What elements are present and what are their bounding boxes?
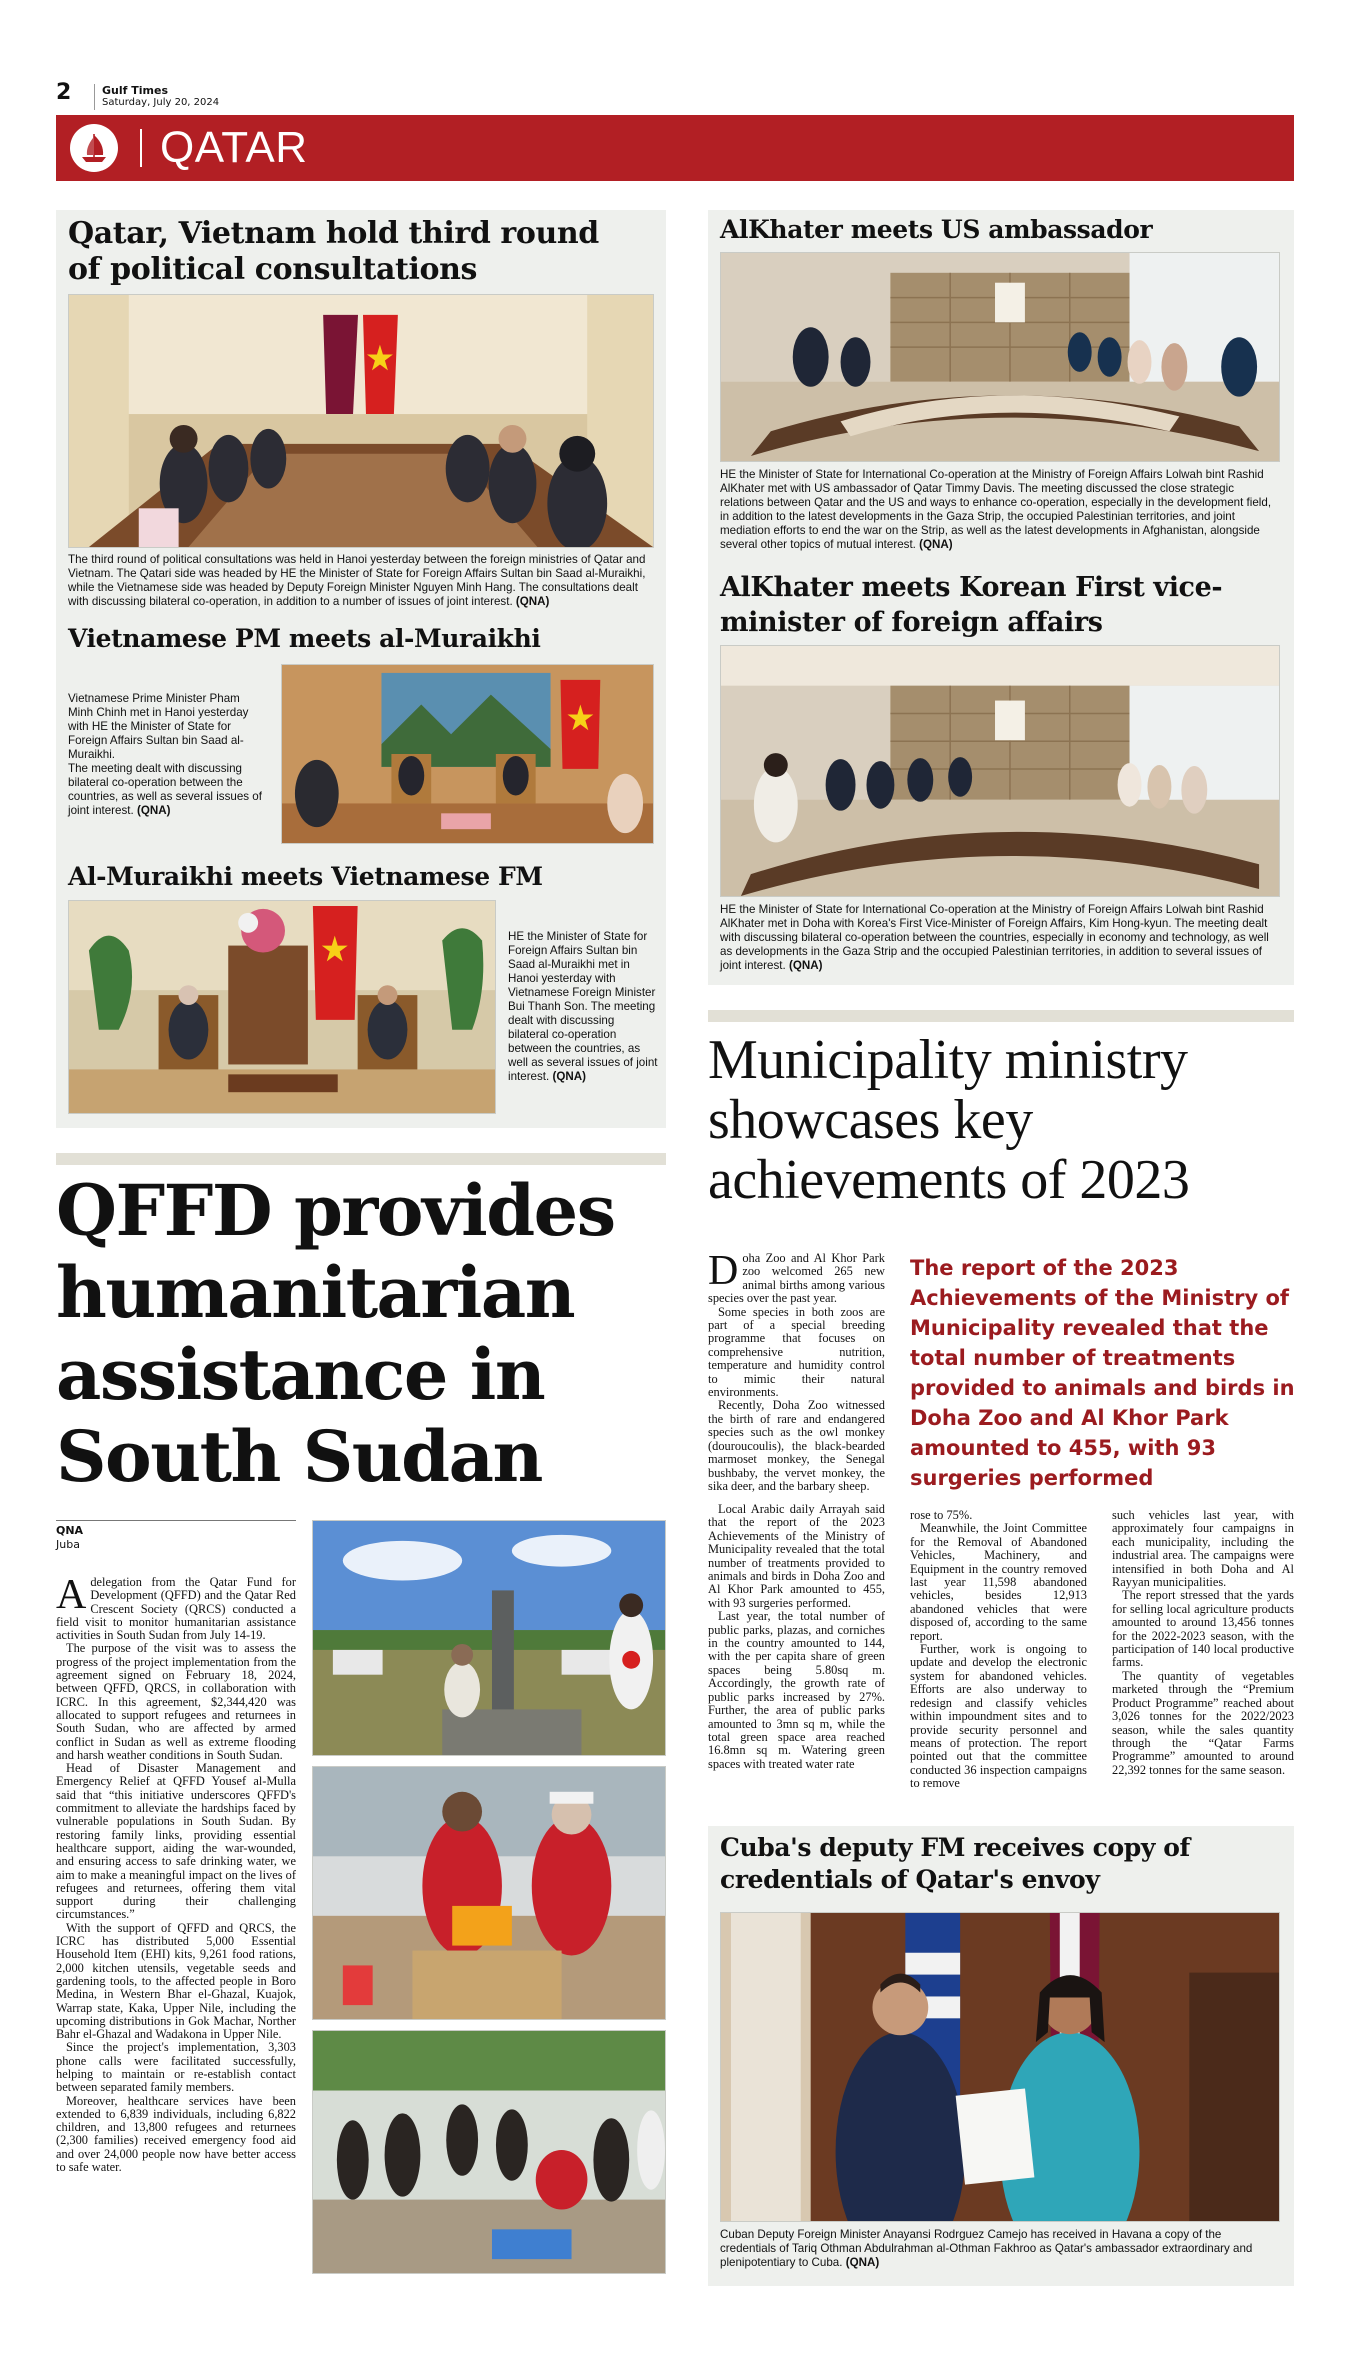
qffd-distribution-photo bbox=[312, 1766, 666, 2020]
vietnam-consultations-photo bbox=[68, 294, 654, 548]
municipality-col3-para-2: Meanwhile, the Joint Committee for the Removal of Abandoned Vehicles, Machinery, and Equipment in the country removed last year 11,598 abandoned vehicles, besides 12,913 abandoned vehicles that were disposed of, according to the same report. bbox=[910, 1521, 1087, 1643]
municipality-col3-para-1: rose to 75%. bbox=[910, 1508, 973, 1522]
pm-caption-text-2: The meeting dealt with discussing bilateral co-operation between the countries, as well as several issues of joint interest. bbox=[68, 762, 262, 817]
qffd-dateline: Juba bbox=[56, 1538, 80, 1551]
municipality-col2-para-2: Last year, the total number of public parks, plazas, and corniches in the country amounted to 144, with the per capita share of green spaces being 5.80sq m. Accordingly, the growth rate of public parks increased by 27%. Further, the area of public parks amounted to 3mn sq m, while the total green space area reached 16.8mn sq m. Watering green spaces with treated water rate bbox=[708, 1609, 885, 1771]
municipality-col1-para-2: Some species in both zoos are part of a special breeding programme that focuses on comprehensive nutrition, temperature and humidity control to mimic their natural environments. bbox=[708, 1304, 885, 1400]
fm-caption-credit: (QNA) bbox=[552, 1070, 586, 1083]
cuba-caption bbox=[720, 2228, 1280, 2270]
cuba-caption-text: Cuban Deputy Foreign Minister Anayansi Rodrguez Camejo has received in Havana a copy of the credentials of Tariq Othman Abdulrahman al-Othman Fakhroo as Qatar's ambassador extraordinary and plenipotentiary to Cuba. bbox=[720, 2228, 1253, 2269]
municipality-col4-para-2: The report stressed that the yards for selling local agriculture products amounted to around 13,456 tonnes for the 2022-2023 season, with the participation of 140 local productive farms. bbox=[1112, 1588, 1294, 1670]
masthead-name: Gulf Times bbox=[102, 84, 168, 97]
municipality-col-1 bbox=[708, 1248, 885, 1493]
qffd-water-pump-photo bbox=[312, 1520, 666, 1756]
pm-caption bbox=[68, 692, 268, 818]
vietnam-headline: Qatar, Vietnam hold third round of political consultations bbox=[68, 216, 599, 287]
cuba-caption-credit: (QNA) bbox=[845, 2256, 880, 2269]
municipality-col1-text-1: oha Zoo and Al Khor Park zoo welcomed 265 new animal births among various species over the past year. bbox=[708, 1251, 885, 1306]
qffd-headline: QFFD provides humanitarian assistance in South Sudan bbox=[56, 1169, 615, 1498]
municipality-col-2 bbox=[708, 1503, 885, 1771]
fm-headline: Al-Muraikhi meets Vietnamese FM bbox=[68, 862, 543, 891]
qffd-crowd-photo bbox=[312, 2030, 666, 2274]
qffd-body bbox=[56, 1572, 296, 2175]
pm-meeting-photo bbox=[281, 664, 654, 844]
qffd-byline: QNA bbox=[56, 1524, 84, 1537]
pm-headline: Vietnamese PM meets al-Muraikhi bbox=[68, 624, 541, 653]
municipality-col4-para-3: The quantity of vegetables marketed through the “Premium Product Programme” reached about 3,026 tonnes for the 2022/2023 season, while the sales quantity through the “Qatar Farms Programme” amounted to around 22,392 tonnes for the same season. bbox=[1112, 1668, 1294, 1777]
municipality-col2-para-1: Local Arabic daily Arrayah said that the report of the 2023 Achievements of the Ministry of Municipality revealed that the total number of treatments provided to animals and birds in Doha Zoo and Al Khor Park amounted to 455, with 93 surgeries performed. bbox=[708, 1502, 885, 1610]
vietnam-caption bbox=[68, 553, 650, 609]
municipality-pull-quote: The report of the 2023 Achievements of the Ministry of Municipality revealed that the total number of treatments provided to animals and birds in Doha Zoo and Al Khor Park amounted to 455, with 93 surgeries performed bbox=[910, 1256, 1295, 1490]
masthead-divider bbox=[94, 84, 95, 110]
qffd-para-6: Moreover, healthcare services have been extended to 6,839 individuals, including 6,822 children, and 13,800 refugees and returnees (2,300 families) received emergency food aid and over 24,000 people now have better access to safe water. bbox=[56, 2093, 296, 2175]
us-headline: AlKhater meets US ambassador bbox=[720, 215, 1153, 244]
issue-date: Saturday, July 20, 2024 bbox=[102, 97, 220, 108]
qffd-top-rule bbox=[56, 1153, 666, 1165]
fm-meeting-photo bbox=[68, 900, 496, 1114]
cuba-headline: Cuba's deputy FM receives copy of credentials of Qatar's envoy bbox=[720, 1833, 1190, 1894]
us-caption bbox=[720, 468, 1280, 552]
korea-caption-text: HE the Minister of State for International Co-operation at the Ministry of Foreign Affairs Lolwah bint Rashid AlKhater met in Doha with Korea's First Vice-Minister of Foreign Affairs, Kim Hong-kyun. The meeting dealt with discussing bilateral co-operation between the countries, especially in economy and technology, as well as developments in the Gaza Strip and the occupied Palestinian territories, in addition to several issues of joint interest. bbox=[720, 903, 1269, 972]
qffd-para-5: Since the project's implementation, 3,303 phone calls were facilitated successfully, helping to maintain or re-establish contact between separated family members. bbox=[56, 2040, 296, 2095]
municipality-col3-para-3: Further, work is ongoing to update and develop the electronic system for abandoned vehicles. Efforts are also underway to redesign and classify vehicles within impoundment sites and to provide security personnel and means of protection. The report pointed out that the committee conducted 36 inspection campaigns to remove bbox=[910, 1642, 1087, 1791]
pm-caption-credit: (QNA) bbox=[136, 804, 171, 817]
korea-caption-credit: (QNA) bbox=[788, 959, 823, 972]
qffd-byline-rule bbox=[56, 1520, 296, 1521]
korea-caption bbox=[720, 903, 1280, 973]
municipality-col4-para-1: such vehicles last year, with approximately four campaigns in each municipality, including the industrial area. The campaigns were intensified in both Doha and Al Rayyan municipalities. bbox=[1112, 1508, 1294, 1590]
qffd-para-2: The purpose of the visit was to assess the progress of the project implementation from the agreement signed on February 18, 2024, between QFFD, QRCS, in collaboration with ICRC. In this agreement, $2,344,420 was allocated to support refugees and returnees in South Sudan, who are affected by armed conflict in Sudan as well as extreme flooding and harsh weather conditions in South Sudan. bbox=[56, 1641, 296, 1762]
banner-divider bbox=[140, 129, 142, 167]
korea-meeting-photo bbox=[720, 645, 1280, 897]
page-number: 2 bbox=[56, 80, 72, 105]
qffd-para-1 bbox=[56, 1572, 296, 1643]
us-caption-credit: (QNA) bbox=[919, 538, 953, 551]
qffd-para-4: With the support of QFFD and QRCS, the ICRC has distributed 5,000 Essential Household Item (EHI) kits, 9,261 food rations, 2,000 kitchen utensils, vegetable seeds and gardening tools, to the affected people in Boro Medina, in Western Bhar el-Ghazal, Kuajok, Warrap state, Kaka, Upper Nile, including the upcoming distributions in Gok Machar, Norther Bahr el-Ghazal and Wadakona in Upper Nile. bbox=[56, 1920, 296, 2042]
municipality-col-4 bbox=[1112, 1509, 1294, 1777]
vietnam-caption-credit: (QNA) bbox=[515, 595, 550, 608]
qffd-para-1-text: delegation from the Qatar Fund for Development (QFFD) and the Qatar Red Crescent Society (QRCS) conducted a field visit to monitor humanitarian assistance activities in South Sudan from July 14-19. bbox=[56, 1575, 296, 1643]
vietnam-caption-text: The third round of political consultations was held in Hanoi yesterday between the foreign ministries of Qatar and Vietnam. The Qatari side was headed by HE the Minister of State for Foreign Affairs Sultan bin Saad al-Muraikhi, while the Vietnamese side was headed by Deputy Foreign Minister Nguyen Minh Hang. The consultations dealt with discussing bilateral co-operation, in addition to a number of issues of joint interest. bbox=[68, 553, 646, 608]
municipality-col-3 bbox=[910, 1509, 1087, 1791]
qffd-dropcap: A bbox=[56, 1572, 87, 1618]
korea-headline: AlKhater meets Korean First vice-minister of foreign affairs bbox=[720, 572, 1223, 638]
fm-caption bbox=[508, 930, 658, 1084]
qffd-para-3: Head of Disaster Management and Emergency Relief at QFFD Yousef al-Mulla said that “this initiative underscores QFFD's commitment to alleviate the hardships faced by vulnerable populations in South Sudan. By restoring family links, providing essential healthcare support, aiding the war-wounded, and ensuring access to safe drinking water, we aim to make a meaningful impact on the lives of refugees and returnees, offering them vital support during their challenging circumstances.” bbox=[56, 1761, 296, 1922]
municipality-headline: Municipality ministry showcases key achievements of 2023 bbox=[708, 1029, 1190, 1211]
dhow-logo-icon bbox=[70, 124, 118, 172]
municipality-dropcap: D bbox=[708, 1248, 739, 1294]
section-banner bbox=[56, 115, 1294, 181]
us-meeting-photo bbox=[720, 252, 1280, 462]
fm-caption-text: HE the Minister of State for Foreign Affairs Sultan bin Saad al-Muraikhi met in Hanoi yesterday with Vietnamese Foreign Minister Bui Thanh Son. The meeting dealt with discussing bilateral co-operation between the countries, as well as several issues of joint interest. bbox=[508, 930, 658, 1083]
section-title: QATAR bbox=[160, 123, 308, 172]
municipality-col1-para-3: Recently, Doha Zoo witnessed the birth of rare and endangered species such as the owl monkey (douroucoulis), the black-bearded marmoset monkey, the Senegal bushbaby, the vervet monkey, the sika deer, and the barbary sheep. bbox=[708, 1398, 885, 1493]
cuba-credentials-photo bbox=[720, 1912, 1280, 2222]
us-caption-text: HE the Minister of State for International Co-operation at the Ministry of Foreign Affairs Lolwah bint Rashid AlKhater met with US ambassador of Qatar Timmy Davis. The meeting discussed the close strategic relations between Qatar and the US and ways to enhance co-operation, especially in the development field, in addition to the latest developments in the Gaza Strip, the occupied Palestinian territories, and joint mediation efforts to end the war on the Strip, as well as the latest developments in Afghanistan, alongside several other topics of mutual interest. bbox=[720, 468, 1272, 551]
pm-caption-text-1: Vietnamese Prime Minister Pham Minh Chinh met in Hanoi yesterday with HE the Minister of State for Foreign Affairs Sultan bin Saad al-Muraikhi. bbox=[68, 692, 249, 761]
municipality-top-rule bbox=[708, 1010, 1294, 1022]
municipality-col1-para-1 bbox=[708, 1248, 885, 1306]
